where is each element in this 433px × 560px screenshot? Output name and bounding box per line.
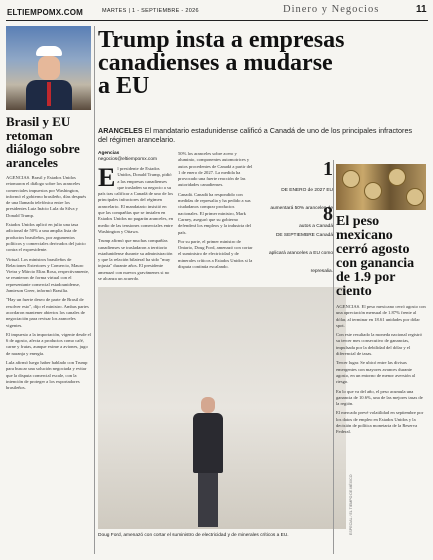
main-paragraph: Por su parte, el primer ministro de Ontario, Doug Ford, amenazó con cortar el suministro de electricidad y de minerales críticos a Estados Unidos si la disputa continúa escalando. xyxy=(178,238,253,270)
right-paragraph: AGENCIAS. El peso mexicano cerró agosto con una apreciación mensual de 1.87% frente al dólar, al terminar en 18.61 unidades por dólar spot. xyxy=(336,304,426,328)
byline xyxy=(98,151,163,163)
left-paragraph: Lula afirmó luego haber hablado con Trump para buscar una solución negociada y evitar que la disputa comercial escale, con la intención de proteger a los exportadores brasileños. xyxy=(6,360,88,391)
byline-agency: Agencias xyxy=(98,151,120,156)
doug-ford-photo xyxy=(98,287,346,529)
left-paragraph: El impuesto a la importación, vigente desde el 6 de agosto, afecta a productos como café, carne y frutas, aunque exime a aviones, jugo de naranja y energía. xyxy=(6,331,91,356)
right-story xyxy=(336,164,426,436)
right-paragraph: Tercer lugar. Se ubicó entre las divisas emergentes con mayores avances durante agosto, en un entorno de menor aversión al riesgo. xyxy=(336,360,416,385)
photo-caption: Doug Ford, amenazó con cortar el suministro de electricidad y de minerales críticos a EU. xyxy=(98,533,289,538)
fact-number: 8 xyxy=(323,203,333,225)
main-subhead xyxy=(98,126,423,144)
main-paragraph: Trump afirmó que muchas compañías canadienses se trasladaron a territorio estadunidense durante su administración y que la relación bilateral ha sido "muy injusta" durante años. El presidente amenazó con nuevos gravámenes si no se alcanza un acuerdo. xyxy=(98,238,173,282)
photo-credit: ESPECIAL / EL TIEMPO DE MÉXICO xyxy=(349,474,353,535)
right-paragraph: El mercado prevé volatilidad en septiembre por los datos de empleo en Estados Unidos y la decisión de política monetaria de la Reserva Federal. xyxy=(336,410,424,435)
left-paragraph: Estados Unidos aplicó en julio una tasa adicional de 50% a una amplia lista de productos brasileños, por argumentos políticos y comerciales derivados del juicio contra el expresidente. xyxy=(6,222,86,253)
coins-photo xyxy=(336,164,426,210)
main-paragraph: 50% los aranceles sobre acero y aluminio, componentes automotrices y autos procedentes de Canadá a partir del 1 de enero de 2027. La medida ha provocado una fuerte reacción de las autoridades canadienses. xyxy=(178,151,253,188)
left-paragraph: AGENCIAS. Brasil y Estados Unidos retomaron el diálogo sobre los aranceles comerciales impuestos por Washington, informó el gobierno brasileño, días después de una llamada telefónica entre los presidentes Luiz Inácio Lula da Silva y Donald Trump. xyxy=(6,175,87,218)
header-rule xyxy=(6,20,428,21)
right-paragraph: En lo que va del año, el peso acumula una ganancia de 10.6%, una de las mejores tasas de la región. xyxy=(336,388,423,407)
left-headline: Brasil y EU retoman diálogo sobre aranceles xyxy=(6,114,80,170)
fact-text: DE SEPTIEMBRE Canadá aplicará aranceles a EU como represalia. xyxy=(269,233,333,274)
column-divider xyxy=(94,26,95,554)
subhead-text: El mandatario estadunidense calificó a Canadá de uno de los principales infractores del régimen arancelario. xyxy=(98,126,413,144)
section-name: Dinero y Negocios xyxy=(283,4,380,15)
dateline: MARTES | 1 - SEPTIEMBRE - 2026 xyxy=(102,8,199,14)
main-column-1 xyxy=(98,166,174,284)
column-divider xyxy=(333,160,334,554)
fact-text: DE ENERO de 2027 EU aumentará 50% aranceles de autos a Canadá xyxy=(270,188,333,229)
fact-2 xyxy=(258,205,333,277)
dropcap: E xyxy=(98,166,116,192)
main-headline: Trump insta a empresas canadienses a mudarse a EU xyxy=(98,27,345,99)
kicker: ARANCELES xyxy=(98,126,143,135)
main-paragraph: Canadá. Canadá ha respondido con medidas de represalia y ha pedido a sus ciudadanos comprar productos nacionales. El primer ministro, Mark Carney, aseguró que su gobierno defenderá los empleos y la industria del país. xyxy=(178,191,251,235)
left-paragraph: "Hay un fuerte deseo de parte de Brasil de resolver esto", dijo el ministro. Ambas partes acordaron mantener abiertos los canales de negociación para revisar los aranceles vigentes. xyxy=(6,297,89,328)
trump-photo xyxy=(6,26,91,110)
left-story xyxy=(6,26,91,392)
masthead xyxy=(0,0,433,24)
page-number: 11 xyxy=(416,4,427,15)
main-paragraph: l presidente de Estados Unidos, Donald Trump, pidió a las empresas canadienses que trasladen su negocio a su país tras calificar a Canadá de uno de los principales infractores del régimen arancelario. El mandatario insistió en que las compañías que se instalen en Estados Unidos no pagarán aranceles, en medio de las tensiones comerciales entre Washington y Ottawa. xyxy=(98,166,174,234)
right-paragraph: Con este resultado la moneda nacional registró su tercer mes consecutivo de ganancias, impulsada por la debilidad del dólar y el diferencial de tasas. xyxy=(336,332,422,357)
brand[interactable]: ELTIEMPOMX.COM xyxy=(7,8,83,17)
fact-number: 1 xyxy=(323,158,333,180)
right-headline: El peso mexicano cerró agosto con ganancia de 1.9 por ciento xyxy=(336,214,415,299)
byline-email[interactable]: negocios@eltiempomx.com xyxy=(98,157,157,162)
main-column-2 xyxy=(178,151,254,284)
left-paragraph: Virtual. Los ministros brasileños de Relaciones Exteriores y Comercio, Mauro Vieira y Márcio Elias Rosa, respectivamente, se reunieron de forma virtual con el representante comercial estadounidense, Jamieson Greer, informó Brasilia. xyxy=(6,256,90,294)
